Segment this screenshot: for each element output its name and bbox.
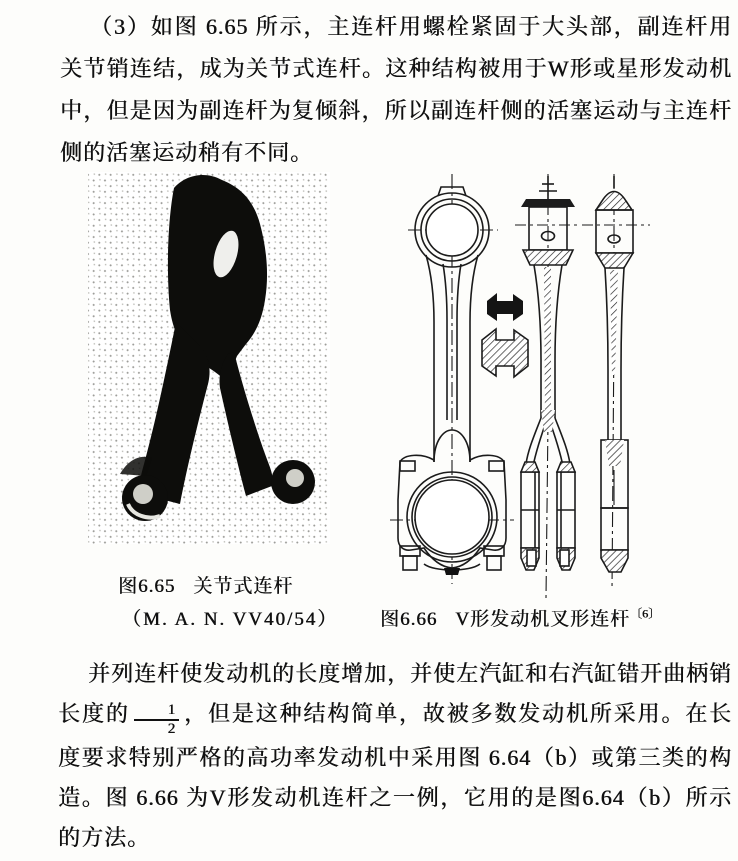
- paragraph-intro: （3）如图 6.65 所示，主连杆用螺栓紧固于大头部，副连杆用关节销连结，成为关节式连杆。这种结构被用于W形或星形发动机中，但是因为副连杆为复倾斜，所以副连杆侧的活塞运动与主连杆侧的活塞运动稍有不同。: [60, 14, 732, 165]
- figure-6-66-caption: [380, 604, 660, 631]
- figure-6-66-drawing-fork-connecting-rod: [388, 170, 733, 600]
- figure-6-66-reference: 〔6〕: [630, 606, 661, 621]
- paragraph-conclusion: [58, 654, 732, 858]
- figure-6-65-title: 关节式连杆: [193, 576, 294, 597]
- paragraph-2-text-before-fraction: 并列连杆使发动机的长度增加，并使左汽缸和右汽缸错开曲柄销长度的: [58, 661, 733, 726]
- fraction-numerator: 1: [134, 702, 180, 721]
- figure-6-65-label: 图6.65: [118, 576, 176, 597]
- fraction-one-half: [134, 702, 180, 739]
- figure-6-66-label: 图6.66: [380, 609, 438, 630]
- figure-6-65-caption: [118, 571, 293, 598]
- figure-6-65-photo-articulated-connecting-rod: [88, 172, 330, 544]
- figure-6-65-subtitle: （M. A. N. VV40/54）: [122, 609, 339, 630]
- fraction-denominator: 2: [167, 721, 176, 737]
- paragraph-2-text-after-fraction: ，但是这种结构简单，故被多数发动机所采用。在长度要求特别严格的高功率发动机中采用图 6.64（b）或第三类的构造。图 6.66 为V形发动机连杆之一例，它用的是图6.64（b）所示的方法。: [58, 701, 732, 851]
- figure-6-66-title: V形发动机叉形连杆: [455, 609, 630, 630]
